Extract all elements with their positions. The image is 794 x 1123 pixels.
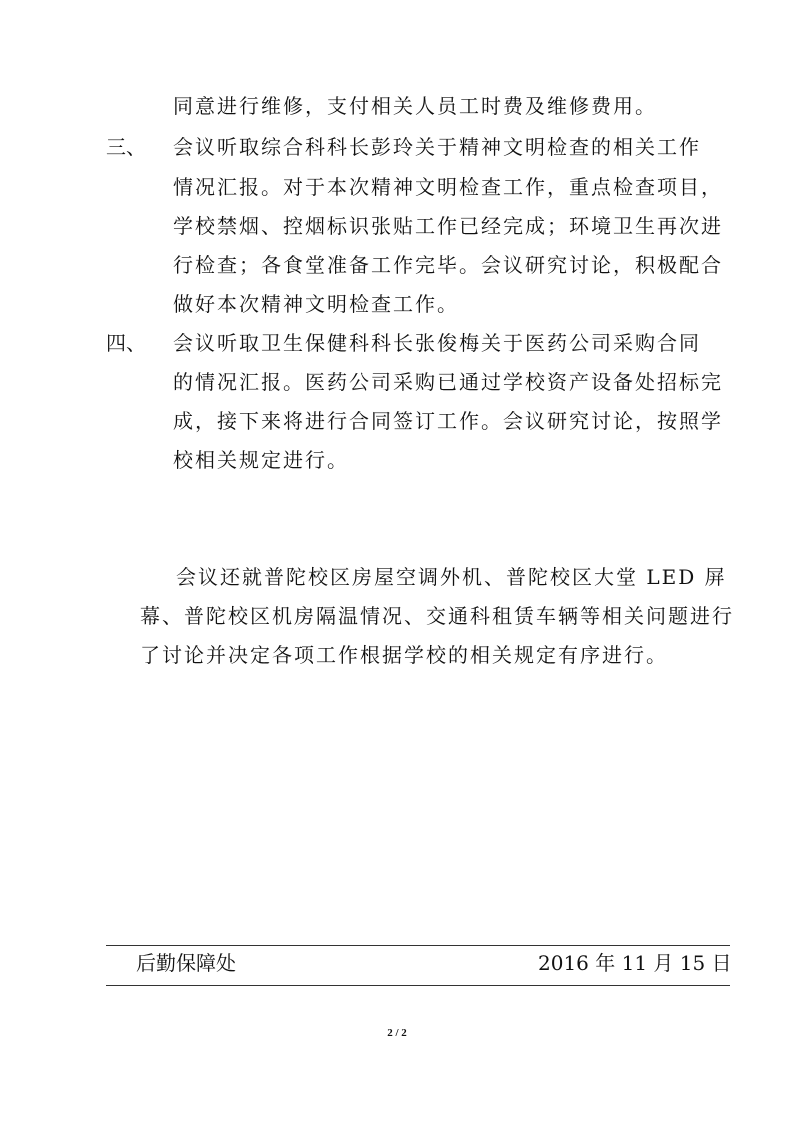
paragraph-line: 幕、普陀校区机房隔温情况、交通科租赁车辆等相关问题进行 bbox=[140, 604, 734, 628]
item-text-line: 校相关规定进行。 bbox=[173, 448, 349, 472]
paragraph-line: 了讨论并决定各项工作根据学校的相关规定有序进行。 bbox=[140, 643, 668, 667]
continuation-line: 同意进行维修，支付相关人员工时费及维修费用。 bbox=[173, 94, 657, 118]
item-text-line: 会议听取卫生保健科科长张俊梅关于医药公司采购合同 bbox=[173, 331, 701, 355]
paragraph-line: 会议还就普陀校区房屋空调外机、普陀校区大堂 LED 屏 bbox=[176, 565, 727, 589]
item-text-line: 会议听取综合科科长彭玲关于精神文明检查的相关工作 bbox=[173, 135, 701, 159]
item-number: 四、 bbox=[106, 331, 146, 355]
footer-top-rule bbox=[106, 945, 730, 946]
footer-date: 2016 年 11 月 15 日 bbox=[538, 951, 732, 975]
item-text-line: 做好本次精神文明检查工作。 bbox=[173, 292, 459, 316]
item-text-line: 成，接下来将进行合同签订工作。会议研究讨论，按照学 bbox=[173, 409, 723, 433]
item-text-line: 学校禁烟、控烟标识张贴工作已经完成；环境卫生再次进 bbox=[173, 214, 723, 238]
item-text-line: 行检查；各食堂准备工作完毕。会议研究讨论，积极配合 bbox=[173, 253, 723, 277]
page-number: 2 / 2 bbox=[387, 1027, 407, 1039]
item-text-line: 的情况汇报。医药公司采购已通过学校资产设备处招标完 bbox=[173, 370, 723, 394]
footer-department: 后勤保障处 bbox=[136, 951, 236, 975]
item-number: 三、 bbox=[106, 135, 146, 159]
footer-bottom-rule bbox=[106, 985, 730, 986]
item-text-line: 情况汇报。对于本次精神文明检查工作，重点检查项目， bbox=[173, 175, 723, 199]
